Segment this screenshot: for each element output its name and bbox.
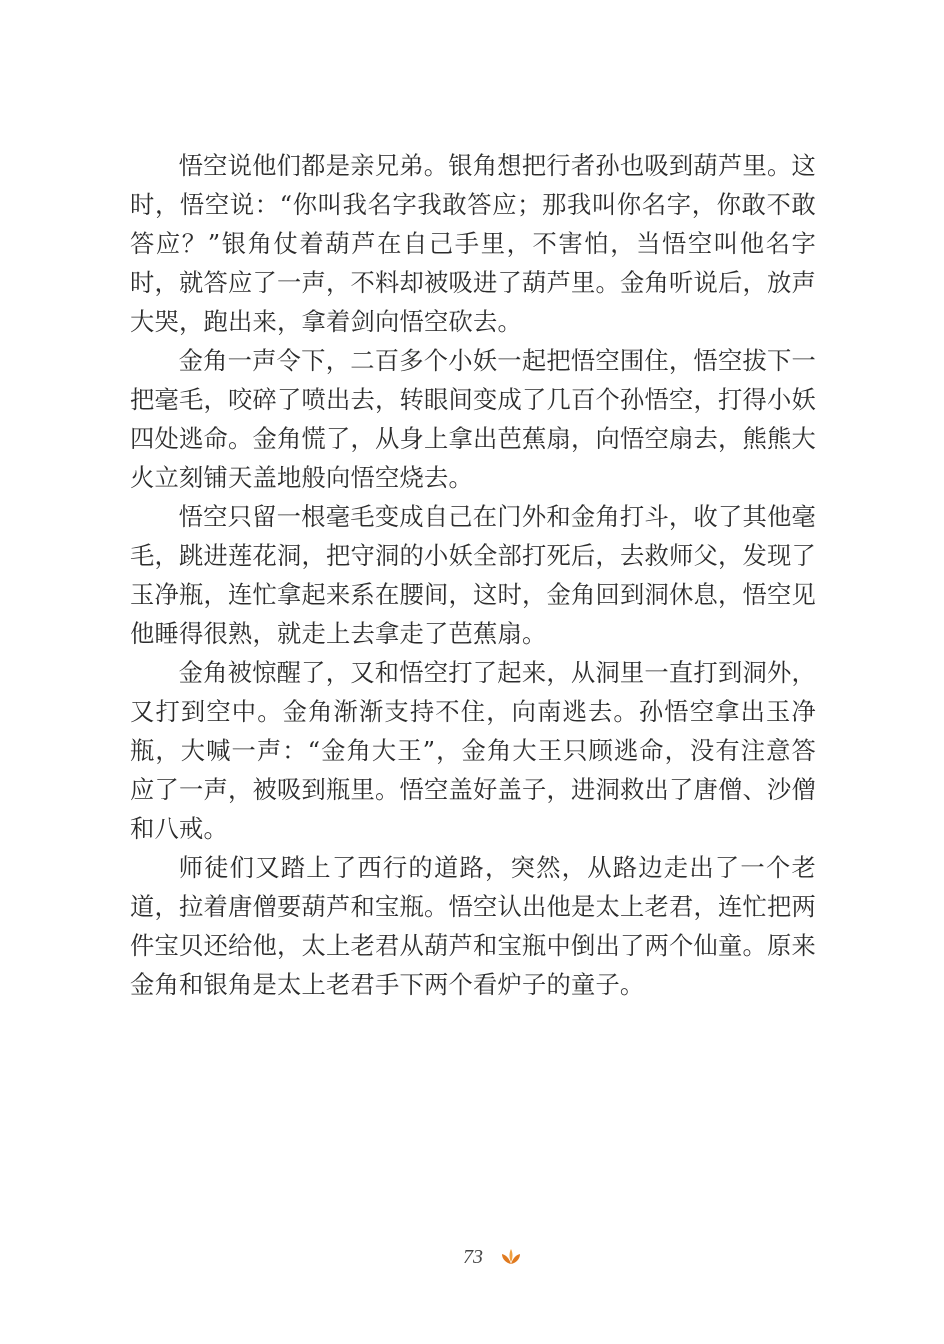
paragraph-3: 悟空只留一根毫毛变成自己在门外和金角打斗，收了其他毫毛，跳进莲花洞，把守洞的小妖全部打死后，去救师父，发现了玉净瓶，连忙拿起来系在腰间，这时，金角回到洞休息，悟空见他睡得很熟，就走上去拿走了芭蕉扇。: [130, 502, 816, 648]
paragraph-4: 金角被惊醒了，又和悟空打了起来，从洞里一直打到洞外，又打到空中。金角渐渐支持不住，向南逃去。孙悟空拿出玉净瓶，大喊一声：“金角大王”，金角大王只顾逃命，没有注意答应了一声，被吸到瓶里。悟空盖好盖子，进洞救出了唐僧、沙僧和八戒。: [130, 658, 816, 843]
paragraph-2: 金角一声令下，二百多个小妖一起把悟空围住，悟空拔下一把毫毛，咬碎了喷出去，转眼间变成了几百个孙悟空，打得小妖四处逃命。金角慌了，从身上拿出芭蕉扇，向悟空扇去，熊熊大火立刻铺天盖地般向悟空烧去。: [130, 346, 816, 492]
page-number: 73: [463, 1246, 483, 1268]
flower-ornament-icon: [500, 1247, 522, 1267]
story-text: [130, 146, 816, 1004]
paragraph-1: 悟空说他们都是亲兄弟。银角想把行者孙也吸到葫芦里。这时，悟空说：“你叫我名字我敢答应；那我叫你名字，你敢不敢答应？”银角仗着葫芦在自己手里，不害怕，当悟空叫他名字时，就答应了一声，不料却被吸进了葫芦里。金角听说后，放声大哭，跑出来，拿着剑向悟空砍去。: [130, 151, 816, 336]
page-footer: [0, 1240, 944, 1280]
paragraph-5: 师徒们又踏上了西行的道路，突然，从路边走出了一个老道，拉着唐僧要葫芦和宝瓶。悟空认出他是太上老君，连忙把两件宝贝还给他，太上老君从葫芦和宝瓶中倒出了两个仙童。原来金角和银角是太上老君手下两个看炉子的童子。: [130, 853, 816, 999]
